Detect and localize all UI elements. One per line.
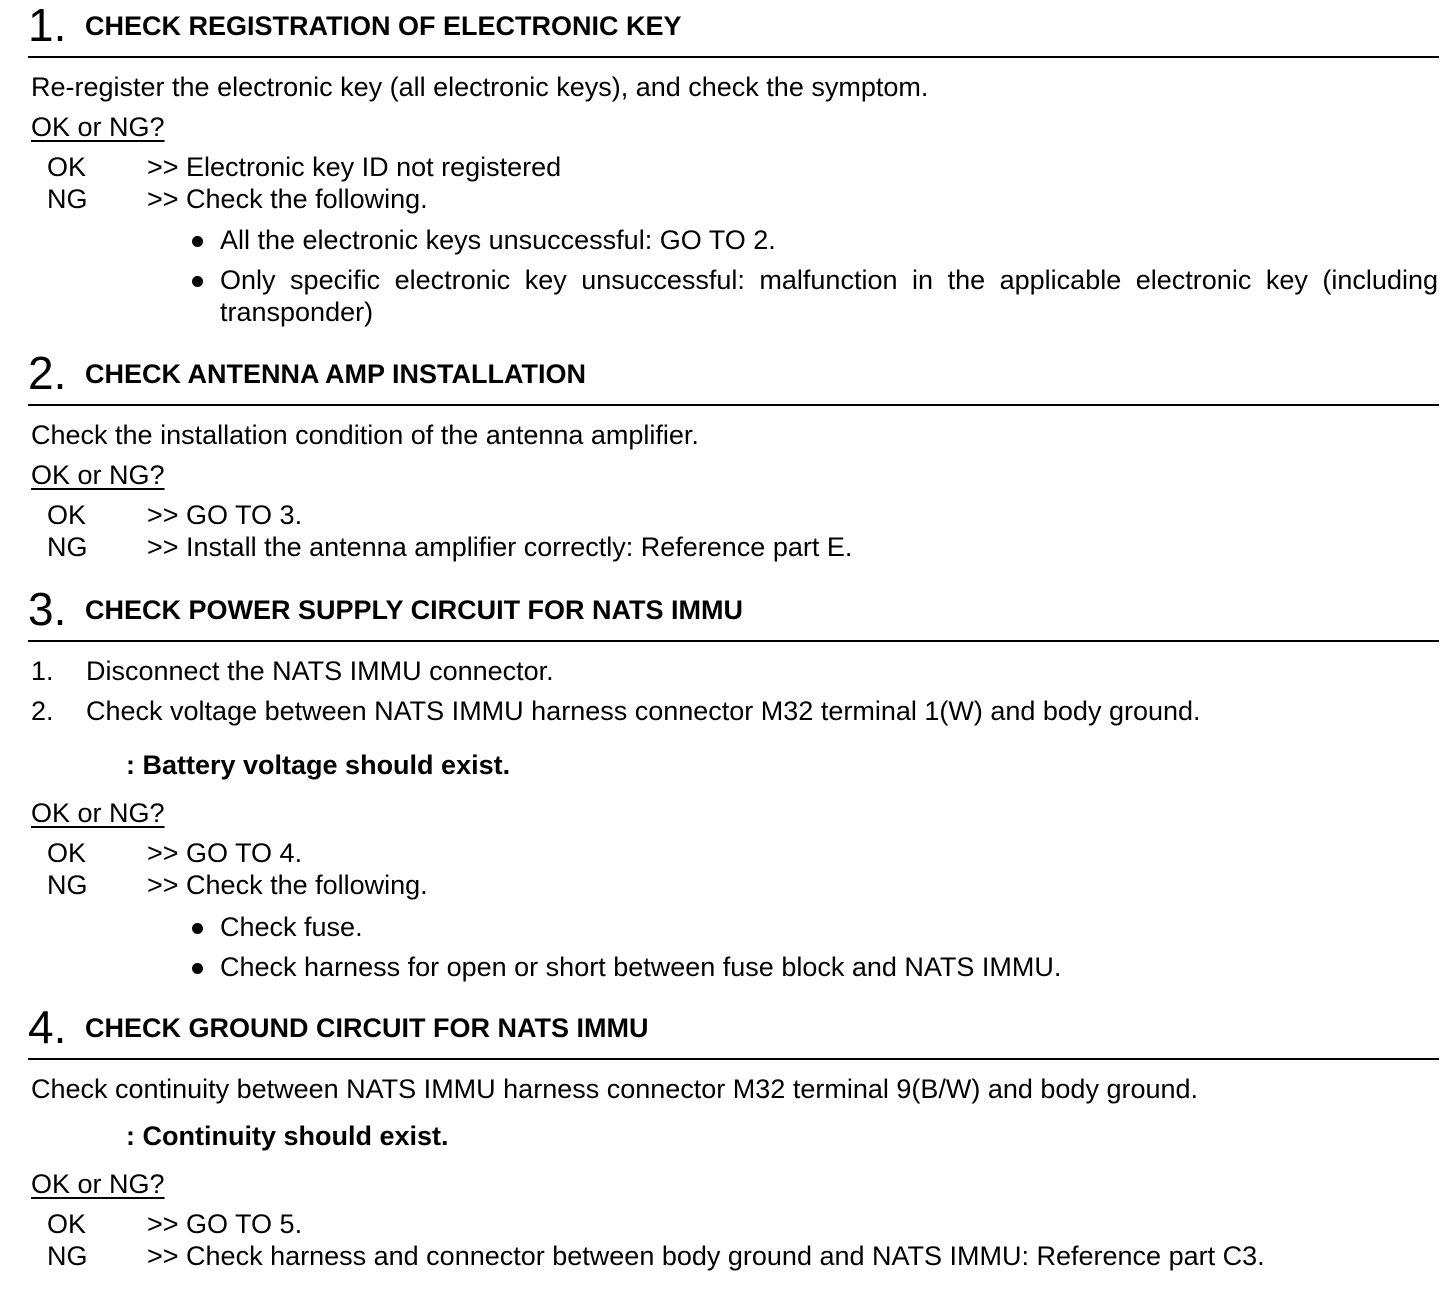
step-1-ok-text: >> Electronic key ID not registered — [147, 152, 562, 182]
step-3-substep-1-text: Disconnect the NATS IMMU connector. — [86, 656, 554, 686]
step-2-ng-text: >> Install the antenna amplifier correctly: Reference part E. — [147, 532, 853, 562]
step-4-spec: : Continuity should exist. — [126, 1121, 449, 1151]
section-divider — [28, 404, 1439, 406]
section-divider — [28, 640, 1439, 642]
step-2-prompt: OK or NG? — [31, 460, 165, 490]
bullet-icon — [192, 236, 203, 247]
step-3-bullet-2: Check harness for open or short between fuse block and NATS IMMU. — [220, 952, 1062, 982]
step-4-title: CHECK GROUND CIRCUIT FOR NATS IMMU — [85, 1013, 649, 1043]
bullet-icon — [192, 923, 203, 934]
step-3-ok-text: >> GO TO 4. — [147, 838, 303, 868]
step-3-prompt: OK or NG? — [31, 798, 165, 828]
step-1-bullet-2: Only specific electronic key unsuccessful: malfunction in the applicable electronic key (including transponder) — [220, 265, 1438, 327]
step-1-ok-label: OK — [47, 152, 87, 182]
step-1-ng-label: NG — [47, 184, 88, 214]
step-4-prompt: OK or NG? — [31, 1169, 165, 1199]
step-3-substep-2-number: 2. — [31, 696, 54, 726]
step-3-ng-label: NG — [47, 870, 88, 900]
step-2-ok-label: OK — [47, 500, 87, 530]
step-3-ok-label: OK — [47, 838, 87, 868]
step-1-prompt: OK or NG? — [31, 112, 165, 142]
step-1-number: 1. — [28, 0, 67, 51]
bullet-icon — [192, 963, 203, 974]
step-3-substep-2-text: Check voltage between NATS IMMU harness connector M32 terminal 1(W) and body ground. — [86, 696, 1201, 726]
section-divider — [28, 1058, 1439, 1060]
step-3-substep-1-number: 1. — [31, 656, 54, 686]
step-3-bullet-1: Check fuse. — [220, 912, 363, 942]
step-1-bullet-1: All the electronic keys unsuccessful: GO TO 2. — [220, 225, 776, 255]
step-4-number: 4. — [28, 1001, 67, 1053]
step-4-ng-label: NG — [47, 1241, 88, 1271]
step-4-ng-text: >> Check harness and connector between body ground and NATS IMMU: Reference part C3. — [147, 1241, 1265, 1271]
step-2-title: CHECK ANTENNA AMP INSTALLATION — [85, 359, 586, 389]
step-4-ok-text: >> GO TO 5. — [147, 1209, 303, 1239]
step-3-number: 3. — [28, 583, 67, 635]
step-4-ok-label: OK — [47, 1209, 87, 1239]
step-1-instruction: Re-register the electronic key (all electronic keys), and check the symptom. — [31, 72, 929, 102]
step-2-ok-text: >> GO TO 3. — [147, 500, 303, 530]
step-2-ng-label: NG — [47, 532, 88, 562]
step-3-ng-text: >> Check the following. — [147, 870, 428, 900]
bullet-icon — [192, 276, 203, 287]
step-3-title: CHECK POWER SUPPLY CIRCUIT FOR NATS IMMU — [85, 595, 744, 625]
section-divider — [28, 56, 1439, 58]
step-2-number: 2. — [28, 347, 67, 399]
step-2-instruction: Check the installation condition of the antenna amplifier. — [31, 420, 699, 450]
step-4-instruction: Check continuity between NATS IMMU harness connector M32 terminal 9(B/W) and body ground. — [31, 1074, 1199, 1104]
step-3-spec: : Battery voltage should exist. — [126, 750, 511, 780]
step-1-title: CHECK REGISTRATION OF ELECTRONIC KEY — [85, 11, 682, 41]
step-1-ng-text: >> Check the following. — [147, 184, 428, 214]
